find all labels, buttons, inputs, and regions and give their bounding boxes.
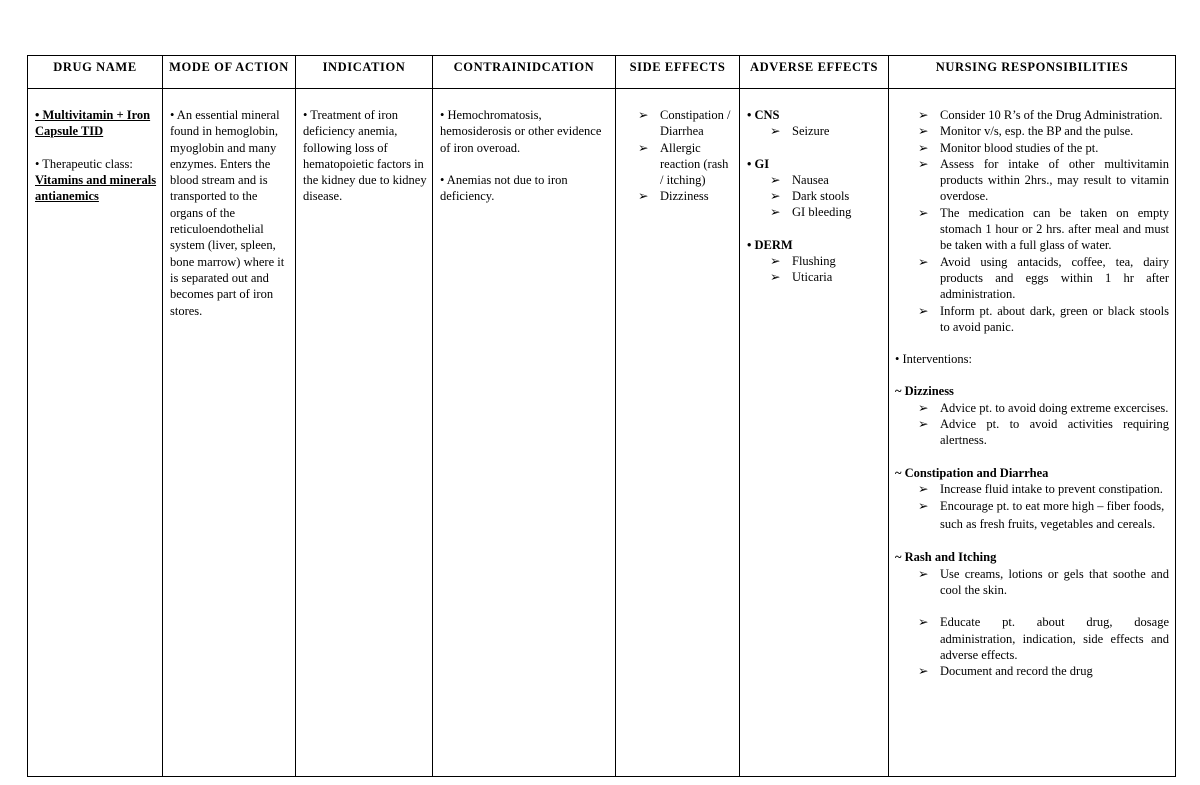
list-item: ➢ Monitor v/s, esp. the BP and the pulse. (918, 124, 1134, 139)
arrow-bullet-icon: ➢ (918, 108, 929, 122)
adverse-effects-cell (740, 89, 889, 777)
indication-text: • Treatment of iron deficiency anemia, following loss of hematopoietic factors in the kidney due to kidney disease. (303, 108, 427, 204)
list-item: ➢ Avoid using antacids, coffee, tea, dairy products and eggs within 1 hr after administration. (918, 254, 1169, 302)
drug-study-table (27, 55, 1176, 777)
arrow-bullet-icon: ➢ (918, 499, 929, 514)
contraindication-item: • Hemochromatosis, hemosiderosis or other evidence of iron overoad. (440, 108, 602, 155)
drug-row (28, 89, 1176, 777)
list-item: ➢ Dark stools (770, 189, 850, 204)
header-contraindication: CONTRAINIDCATION (433, 56, 616, 89)
arrow-bullet-icon: ➢ (638, 189, 649, 204)
interventions-label: • Interventions: (895, 352, 972, 367)
indication-cell (296, 89, 433, 777)
therapeutic-class-value: Vitamins and minerals antianemics (35, 172, 157, 204)
header-indication: INDICATION (296, 56, 433, 89)
list-item: ➢ Advice pt. to avoid activities requiring alertness. (918, 417, 1169, 448)
list-item: ➢ Constipation / Diarrhea (638, 108, 731, 139)
mode-of-action-cell (163, 89, 296, 777)
arrow-bullet-icon: ➢ (918, 566, 929, 581)
arrow-bullet-icon: ➢ (770, 254, 781, 269)
arrow-bullet-icon: ➢ (918, 664, 929, 679)
rash-label: ~ Rash and Itching (895, 550, 997, 565)
mode-of-action-text: • An essential mineral found in hemoglobin, myoglobin and many enzymes. Enters the blood stream and is transported to the organs of the reticuloendothelial system (liver, spleen, bone marrow) where it is separated out and becomes part of iron stores. (170, 108, 285, 318)
list-item: ➢ Nausea (770, 172, 829, 187)
derm-label: • DERM (747, 237, 793, 252)
header-side-effects: SIDE EFFECTS (616, 56, 740, 89)
header-adverse-effects: ADVERSE EFFECTS (740, 56, 889, 89)
arrow-bullet-icon: ➢ (770, 172, 781, 187)
arrow-bullet-icon: ➢ (770, 205, 781, 220)
header-row (28, 56, 1176, 89)
arrow-bullet-icon: ➢ (770, 124, 781, 139)
arrow-bullet-icon: ➢ (918, 140, 929, 155)
arrow-bullet-icon: ➢ (918, 303, 929, 318)
dizziness-label: ~ Dizziness (895, 384, 954, 399)
list-item: ➢ Uticaria (770, 270, 833, 285)
list-item: ➢ Document and record the drug (918, 664, 1093, 679)
list-item: ➢ Monitor blood studies of the pt. (918, 140, 1099, 155)
list-item: ➢ Inform pt. about dark, green or black stools to avoid panic. (918, 303, 1169, 334)
list-item: ➢ Encourage pt. to eat more high – fiber foods, such as fresh fruits, vegetables and cereals. (918, 499, 1165, 531)
cns-list (747, 123, 883, 139)
derm-list (747, 253, 883, 286)
list-item: ➢ Seizure (770, 124, 830, 139)
list-item: ➢ Consider 10 R’s of the Drug Administration. (918, 108, 1163, 122)
therapeutic-class-label: • Therapeutic class: (35, 156, 133, 171)
arrow-bullet-icon: ➢ (918, 124, 929, 139)
drug-name: • Multivitamin + Iron Capsule TID (35, 108, 151, 139)
arrow-bullet-icon: ➢ (918, 615, 929, 630)
gi-label: • GI (747, 156, 770, 171)
arrow-bullet-icon: ➢ (770, 270, 781, 285)
list-item: ➢ The medication can be taken on empty stomach 1 hour or 2 hrs. after meal and must be taken with a full glass of water. (918, 205, 1169, 253)
header-nursing-responsibilities: NURSING RESPONSIBILITIES (889, 56, 1176, 89)
list-item: ➢ Assess for intake of other multivitamin products within 2hrs., may result to vitamin overdose. (918, 156, 1169, 204)
constipation-label: ~ Constipation and Diarrhea (895, 465, 1049, 480)
list-item: ➢ GI bleeding (770, 205, 852, 220)
arrow-bullet-icon: ➢ (918, 254, 929, 269)
side-effects-list (636, 107, 734, 205)
arrow-bullet-icon: ➢ (638, 108, 649, 122)
list-item: ➢ Use creams, lotions or gels that soothe and cool the skin. (918, 566, 1169, 598)
gi-list (747, 172, 883, 221)
arrow-bullet-icon: ➢ (918, 156, 929, 171)
arrow-bullet-icon: ➢ (770, 189, 781, 204)
header-drug-name: DRUG NAME (28, 56, 163, 89)
arrow-bullet-icon: ➢ (918, 205, 929, 220)
side-effects-cell (616, 89, 740, 777)
arrow-bullet-icon: ➢ (918, 400, 929, 415)
nursing-general-list (895, 107, 1169, 335)
nursing-cell (889, 89, 1176, 777)
header-mode-of-action: MODE OF ACTION (163, 56, 296, 89)
dizziness-list (895, 400, 1169, 449)
list-item: ➢ Advice pt. to avoid doing extreme excercises. (918, 400, 1169, 415)
list-item: ➢ Dizziness (638, 189, 709, 204)
list-item: ➢ Allergic reaction (rash / itching) (638, 140, 729, 188)
list-item: ➢ Flushing (770, 254, 836, 269)
cns-label: • CNS (747, 108, 780, 122)
rash-list (895, 566, 1169, 680)
arrow-bullet-icon: ➢ (918, 417, 929, 432)
list-item: ➢ Increase fluid intake to prevent constipation. (916, 481, 1169, 499)
contraindication-cell (433, 89, 616, 777)
arrow-bullet-icon: ➢ (638, 140, 649, 155)
constipation-list (895, 481, 1169, 534)
contraindication-item: • Anemias not due to iron deficiency. (440, 172, 568, 204)
arrow-bullet-icon: ➢ (918, 481, 929, 496)
drug-name-cell (28, 89, 163, 777)
list-item: ➢ Educate pt. about drug, dosage administration, indication, side effects and adverse effects. (918, 615, 1169, 662)
